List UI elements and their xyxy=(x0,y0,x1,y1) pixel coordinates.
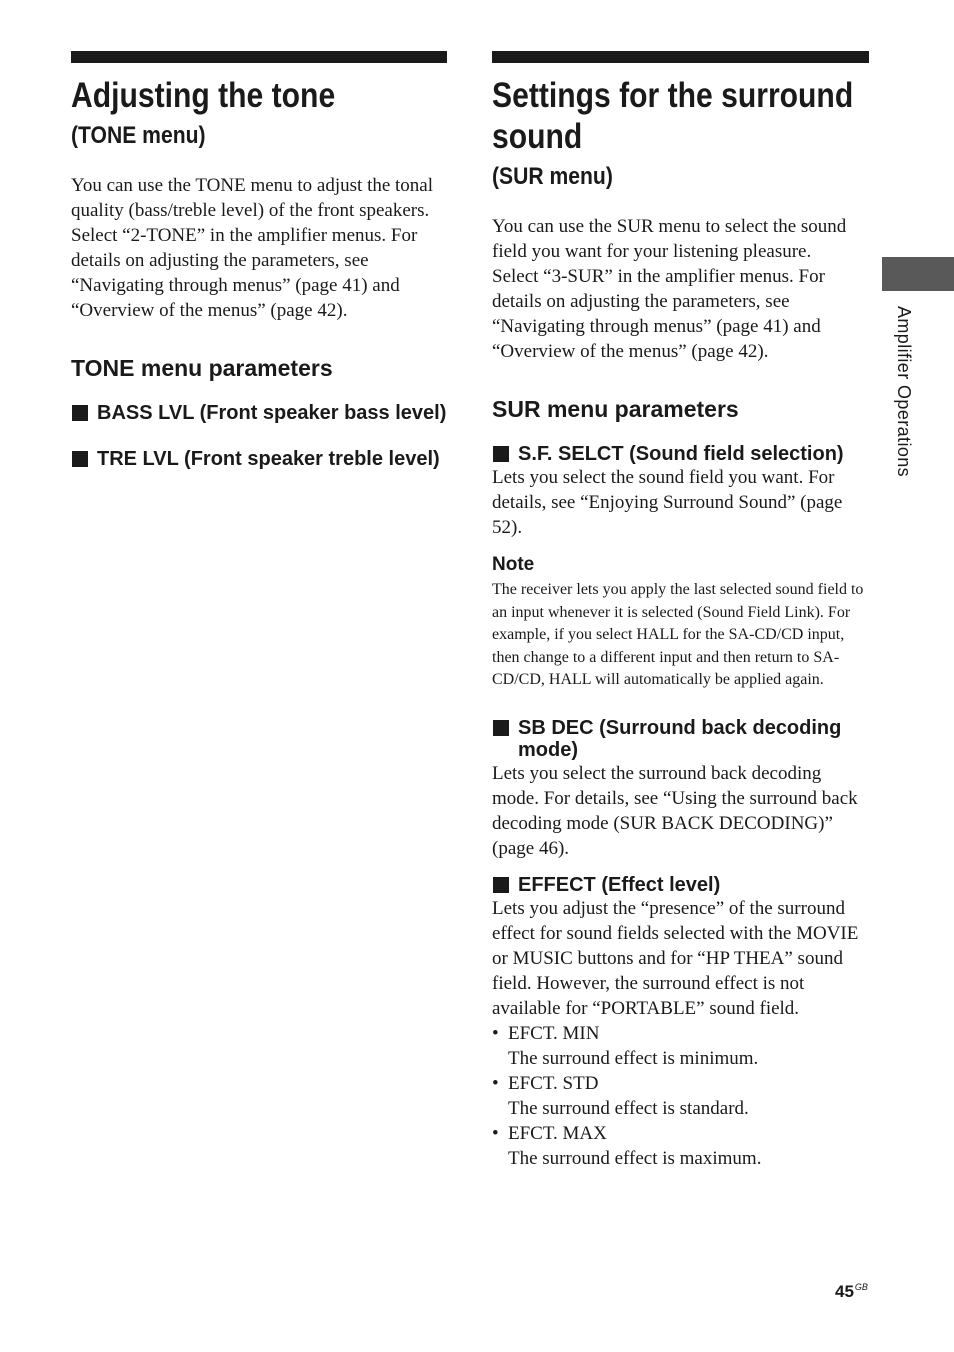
effect-options xyxy=(492,1021,869,1171)
param-description: Lets you select the sound field you want. For details, see “Enjoying Surround Sound” (page 52). xyxy=(492,467,843,538)
square-bullet-icon xyxy=(493,877,509,893)
square-bullet-icon xyxy=(72,405,88,421)
params-heading: SUR menu parameters xyxy=(492,396,739,422)
instruction-paragraph: Select “2-TONE” in the amplifier menus. For details on adjusting the parameters, see “Navigating through menus” (page 41) and “Overview of the menus” (page 42). xyxy=(71,225,418,321)
bullet-icon: • xyxy=(492,1072,499,1094)
params-heading: TONE menu parameters xyxy=(71,355,333,381)
param-heading xyxy=(71,402,447,424)
page-number xyxy=(835,1282,868,1302)
page-number-value: 45 xyxy=(835,1282,854,1301)
option-description: The surround effect is minimum. xyxy=(508,1047,759,1069)
option-name: EFCT. MAX xyxy=(508,1122,607,1144)
param-description: Lets you select the surround back decoding mode. For details, see “Using the surround back decoding mode (SUR BACK DECODING)” (page 46). xyxy=(492,762,858,859)
param-heading-text: EFFECT (Effect level) xyxy=(518,873,721,896)
square-bullet-icon xyxy=(493,446,509,462)
param-heading-text: S.F. SELCT (Sound field selection) xyxy=(518,443,844,465)
param-heading-text: SB DEC (Surround back decoding mode) xyxy=(518,716,842,761)
page-title: Settings for the surround sound xyxy=(492,76,854,156)
intro-paragraph: You can use the TONE menu to adjust the tonal quality (bass/treble level) of the front speakers. xyxy=(71,175,434,221)
effect-option xyxy=(492,1071,869,1121)
option-name: EFCT. MIN xyxy=(508,1022,600,1044)
bullet-icon: • xyxy=(492,1122,499,1144)
instruction-paragraph: Select “3-SUR” in the amplifier menus. For details on adjusting the parameters, see “Navigating through menus” (page 41) and “Overview of the menus” (page 42). xyxy=(492,266,825,362)
tone-section xyxy=(71,51,447,470)
intro-paragraph: You can use the SUR menu to select the sound field you want for your listening pleasure. xyxy=(492,216,847,262)
param-heading-text: BASS LVL (Front speaker bass level) xyxy=(97,402,447,424)
note-heading: Note xyxy=(492,554,535,575)
section-rule xyxy=(71,51,447,63)
option-description: The surround effect is maximum. xyxy=(508,1147,762,1169)
effect-option xyxy=(492,1021,869,1071)
note-body: The receiver lets you apply the last selected sound field to an input whenever it is selected (Sound Field Link). For example, if you select HALL for the SA-CD/CD input, then change to a different input and then return to SA-CD/CD, HALL will automatically be applied again. xyxy=(492,581,864,689)
square-bullet-icon xyxy=(493,720,509,736)
param-heading-text: TRE LVL (Front speaker treble level) xyxy=(97,448,440,470)
param-heading xyxy=(492,443,869,465)
surround-section xyxy=(492,51,869,1171)
param-heading xyxy=(492,874,869,896)
param-heading xyxy=(492,717,869,761)
param-heading xyxy=(71,448,447,470)
page-subtitle: (SUR menu) xyxy=(492,163,613,190)
bullet-icon: • xyxy=(492,1022,499,1044)
param-description: Lets you adjust the “presence” of the surround effect for sound fields selected with the MOVIE or MUSIC buttons and for “HP THEA” sound field. However, the surround effect is not available for “PORTABLE” sound field. xyxy=(492,897,859,1019)
section-rule xyxy=(492,51,869,63)
chapter-label: Amplifier Operations xyxy=(894,306,914,478)
page-title: Adjusting the tone xyxy=(71,76,336,115)
option-name: EFCT. STD xyxy=(508,1072,599,1094)
effect-option xyxy=(492,1121,869,1171)
page-subtitle: (TONE menu) xyxy=(71,122,206,149)
square-bullet-icon xyxy=(72,451,88,467)
page-suffix: GB xyxy=(854,1282,868,1292)
option-description: The surround effect is standard. xyxy=(508,1097,749,1119)
chapter-tab xyxy=(882,257,954,291)
